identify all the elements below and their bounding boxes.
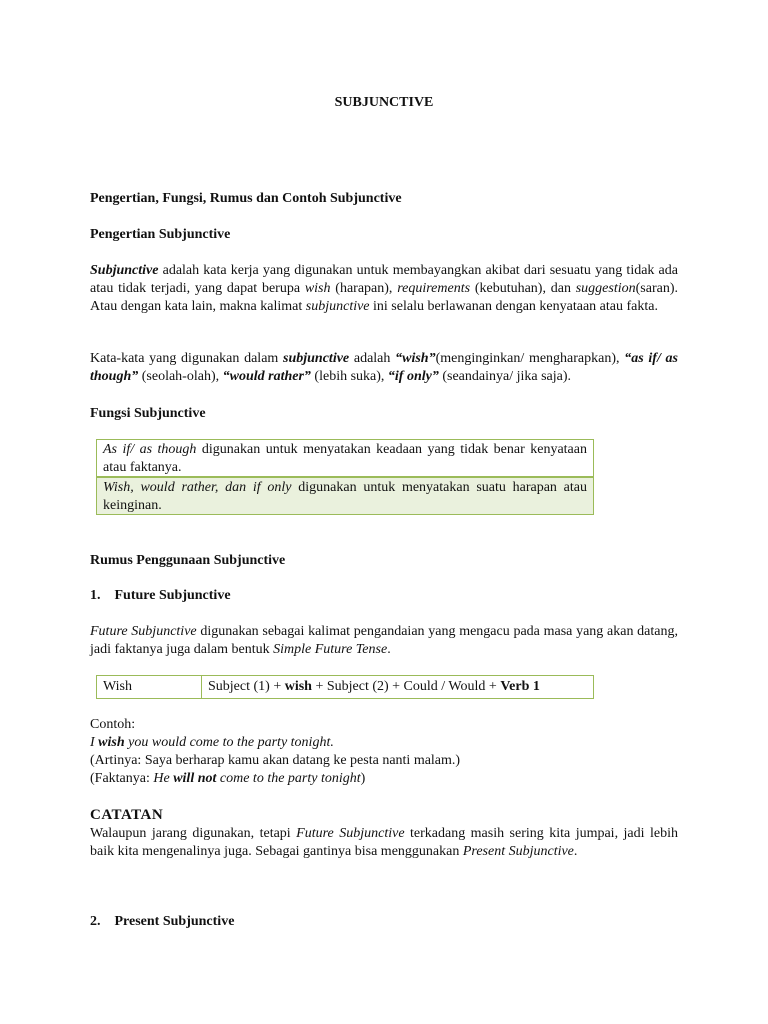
example-meaning: (Artinya: Saya berharap kamu akan datang ke pesta nanti malam.) bbox=[90, 753, 461, 768]
formula-table bbox=[96, 675, 594, 699]
text-run: I bbox=[90, 735, 99, 750]
heading-pengertian: Pengertian Subjunctive bbox=[90, 227, 231, 242]
paragraph-future bbox=[90, 623, 678, 659]
text-run: . bbox=[573, 844, 578, 859]
fungsi-term: As if/ as though bbox=[103, 442, 197, 457]
text-run: Subject (1) + bbox=[208, 679, 285, 694]
text-run: (seolah-olah), bbox=[138, 369, 223, 384]
example-label: Contoh: bbox=[90, 717, 136, 732]
catatan-heading: CATATAN bbox=[90, 807, 164, 823]
text-run: (Faktanya: bbox=[90, 771, 154, 786]
catatan-paragraph bbox=[90, 825, 678, 861]
text-run: (kebutuhan), dan bbox=[470, 281, 576, 296]
text-run: (menginginkan/ mengharapkan), bbox=[435, 351, 625, 366]
term-as-if: “as if/ as though” bbox=[90, 351, 679, 384]
document-title: SUBJUNCTIVE bbox=[334, 95, 434, 110]
formula-wish: wish bbox=[284, 679, 312, 694]
text-run: come to the party tonight bbox=[216, 771, 361, 786]
text-run: (seandainya/ jika saja). bbox=[438, 369, 572, 384]
fungsi-text: digunakan untuk menyatakan suatu harapan atau keinginan. bbox=[103, 480, 587, 513]
text-run: He bbox=[153, 771, 174, 786]
text-run: digunakan sebagai kalimat pengandaian yang mengacu pada masa yang akan datang, jadi faktanya juga dalam bentuk bbox=[90, 624, 678, 657]
example-fact bbox=[90, 770, 678, 788]
heading-fungsi: Fungsi Subjunctive bbox=[90, 406, 206, 421]
formula-verb: Verb 1 bbox=[500, 679, 540, 694]
formula-row bbox=[97, 676, 594, 699]
term-future-subjunctive: Future Subjunctive bbox=[296, 826, 405, 841]
term-future-subjunctive: Future Subjunctive bbox=[90, 624, 197, 639]
term-present-subjunctive: Present Subjunctive bbox=[462, 844, 574, 859]
heading-future-subjunctive: 1. Future Subjunctive bbox=[90, 588, 231, 603]
text-run: . bbox=[387, 642, 391, 657]
text-run: (harapan), bbox=[330, 281, 398, 296]
text-run: ) bbox=[360, 771, 366, 786]
term-subjunctive: Subjunctive bbox=[90, 263, 159, 278]
paragraph-definition bbox=[90, 262, 678, 316]
text-run: Kata-kata yang digunakan dalam bbox=[90, 351, 284, 366]
term-subjunctive: subjunctive bbox=[283, 351, 350, 366]
text-run: you would come to the party tonight. bbox=[124, 735, 334, 750]
fungsi-text: digunakan untuk menyatakan keadaan yang tidak benar kenyataan atau faktanya. bbox=[103, 442, 587, 475]
term-requirements: requirements bbox=[397, 281, 471, 296]
term-wish: wish bbox=[304, 281, 331, 296]
term-wish: “wish” bbox=[395, 351, 436, 366]
heading-rumus: Rumus Penggunaan Subjunctive bbox=[90, 553, 286, 568]
main-heading: Pengertian, Fungsi, Rumus dan Contoh Subjunctive bbox=[90, 191, 402, 206]
term-if-only: “if only” bbox=[387, 369, 439, 384]
fungsi-row-wish bbox=[96, 477, 594, 515]
fungsi-term: Wish, would rather, dan if only bbox=[103, 480, 292, 495]
text-run: Walaupun jarang digunakan, tetapi bbox=[90, 826, 297, 841]
formula-label: Wish bbox=[97, 676, 202, 699]
text-run: (lebih suka), bbox=[310, 369, 388, 384]
text-run: (saran). Atau dengan kata lain, makna kalimat bbox=[90, 281, 678, 314]
text-run: adalah bbox=[349, 351, 396, 366]
example-sentence bbox=[90, 734, 678, 752]
example-will-not: will not bbox=[173, 771, 217, 786]
heading-present-subjunctive: 2. Present Subjunctive bbox=[90, 914, 235, 929]
term-simple-future: Simple Future Tense bbox=[273, 642, 388, 657]
text-run: + Subject (2) + Could / Would + bbox=[311, 679, 501, 694]
text-run: adalah kata kerja yang digunakan untuk membayangkan akibat dari sesuatu yang tidak ada atau tidak terjadi, yang dapat berupa bbox=[90, 263, 678, 296]
term-suggestion: suggestion bbox=[575, 281, 636, 296]
text-run: terkadang masih sering kita jumpai, jadi lebih baik kita mengenalinya juga. Sebagai gantinya bisa menggunakan bbox=[90, 826, 678, 859]
text-run: ini selalu berlawanan dengan kenyataan atau fakta. bbox=[369, 299, 658, 314]
fungsi-row-as-if bbox=[96, 439, 594, 477]
term-would-rather: “would rather” bbox=[222, 369, 311, 384]
term-subjunctive-2: subjunctive bbox=[305, 299, 370, 314]
example-wish: wish bbox=[98, 735, 125, 750]
formula-pattern bbox=[202, 676, 594, 699]
paragraph-keywords bbox=[90, 350, 678, 386]
